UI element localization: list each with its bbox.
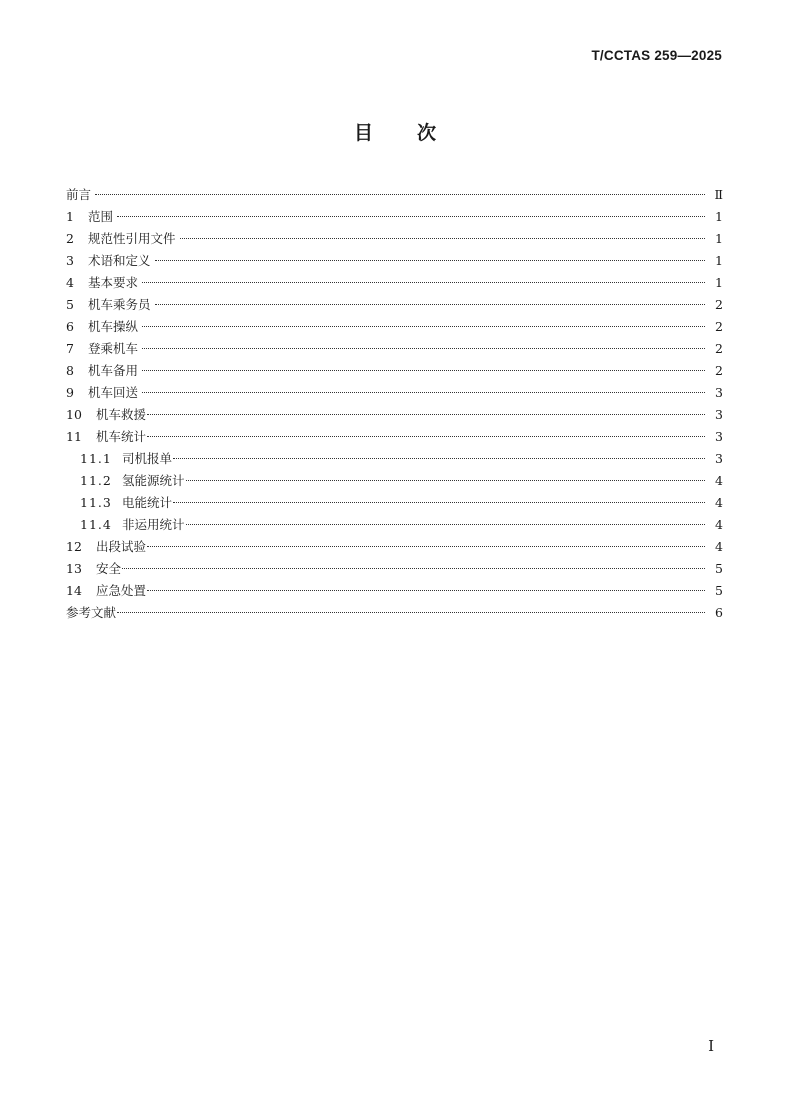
toc-number: 11.4: [80, 517, 112, 532]
dot-leader: [180, 238, 705, 239]
toc-number: 5: [66, 297, 74, 312]
dot-leader: [186, 480, 705, 481]
toc-number: 2: [66, 231, 74, 246]
page-title: [0, 118, 790, 145]
toc-entry-foreword[interactable]: [66, 184, 723, 206]
toc-page: 3: [715, 385, 723, 400]
toc-page: 1: [715, 231, 723, 246]
dot-leader: [142, 370, 705, 371]
standard-code: T/CCTAS 259—2025: [591, 48, 722, 63]
toc-page: 4: [715, 517, 723, 532]
toc-entry[interactable]: [66, 404, 723, 426]
toc-label: 司机报单: [122, 451, 173, 466]
dot-leader: [142, 348, 705, 349]
toc-entry[interactable]: [66, 250, 723, 272]
toc-subentry[interactable]: [66, 514, 723, 536]
toc-label: 机车乘务员: [88, 297, 151, 312]
dot-leader: [117, 612, 705, 613]
toc-page: 4: [715, 539, 723, 554]
toc-entry[interactable]: [66, 382, 723, 404]
toc-subentry[interactable]: [66, 470, 723, 492]
toc-label: 非运用统计: [122, 517, 185, 532]
toc-number: 11.3: [80, 495, 112, 510]
title-char-2: 次: [417, 122, 437, 144]
toc-subentry[interactable]: [66, 492, 723, 514]
toc-number: 8: [66, 363, 74, 378]
toc-entry[interactable]: [66, 228, 723, 250]
toc-entry-references[interactable]: [66, 602, 723, 624]
toc-label: 基本要求: [88, 275, 139, 290]
toc-entry[interactable]: [66, 360, 723, 382]
toc-label: 前言: [66, 187, 92, 202]
dot-leader: [155, 304, 705, 305]
dot-leader: [147, 436, 705, 437]
toc-entry[interactable]: [66, 272, 723, 294]
dot-leader: [155, 260, 705, 261]
toc-page: 3: [715, 407, 723, 422]
dot-leader: [147, 590, 705, 591]
toc-page: 5: [715, 583, 723, 598]
toc-number: 3: [66, 253, 74, 268]
toc-page: 2: [715, 319, 723, 334]
toc-number: 11.1: [80, 451, 112, 466]
toc-page: 2: [715, 297, 723, 312]
toc-number: 6: [66, 319, 74, 334]
toc-label: 应急处置: [96, 583, 147, 598]
dot-leader: [142, 326, 705, 327]
toc-label: 氢能源统计: [122, 473, 185, 488]
toc-number: 10: [66, 407, 82, 422]
dot-leader: [186, 524, 705, 525]
toc-page: 1: [715, 209, 723, 224]
toc-number: 11: [66, 429, 82, 444]
toc-number: 7: [66, 341, 74, 356]
toc-page: 3: [715, 451, 723, 466]
dot-leader: [142, 392, 705, 393]
toc-label: 规范性引用文件: [88, 231, 176, 246]
title-char-1: 目: [353, 122, 373, 144]
dot-leader: [142, 282, 705, 283]
toc-number: 4: [66, 275, 74, 290]
toc-page: 5: [715, 561, 723, 576]
toc-page: 4: [715, 473, 723, 488]
toc-label: 机车救援: [96, 407, 147, 422]
toc-entry[interactable]: [66, 338, 723, 360]
toc-number: 1: [66, 209, 74, 224]
toc-entry[interactable]: [66, 294, 723, 316]
toc-number: 12: [66, 539, 82, 554]
toc-label: 术语和定义: [88, 253, 151, 268]
toc-number: 14: [66, 583, 82, 598]
toc-page: Ⅱ: [714, 187, 723, 202]
toc-label: 机车备用: [88, 363, 139, 378]
dot-leader: [117, 216, 705, 217]
toc-entry[interactable]: [66, 558, 723, 580]
toc-label: 登乘机车: [88, 341, 139, 356]
toc-page: 2: [715, 363, 723, 378]
toc-label: 出段试验: [96, 539, 147, 554]
toc-label: 机车操纵: [88, 319, 139, 334]
toc-label: 电能统计: [122, 495, 173, 510]
dot-leader: [95, 194, 705, 195]
toc-entry[interactable]: [66, 316, 723, 338]
toc-number: 9: [66, 385, 74, 400]
toc-label: 机车回送: [88, 385, 139, 400]
toc-subentry[interactable]: [66, 448, 723, 470]
toc-entry[interactable]: [66, 426, 723, 448]
toc-page: 3: [715, 429, 723, 444]
dot-leader: [122, 568, 705, 569]
toc-page: 1: [715, 253, 723, 268]
toc-label: 安全: [96, 561, 122, 576]
toc-label: 参考文献: [66, 605, 117, 620]
dot-leader: [147, 414, 705, 415]
toc-number: 13: [66, 561, 82, 576]
toc-entry[interactable]: [66, 536, 723, 558]
toc-label: 范围: [88, 209, 114, 224]
toc-entry[interactable]: [66, 206, 723, 228]
dot-leader: [147, 546, 705, 547]
dot-leader: [173, 502, 705, 503]
toc-page: 4: [715, 495, 723, 510]
table-of-contents: [66, 184, 723, 624]
toc-page: 1: [715, 275, 723, 290]
toc-entry[interactable]: [66, 580, 723, 602]
toc-page: 6: [715, 605, 723, 620]
dot-leader: [173, 458, 705, 459]
toc-number: 11.2: [80, 473, 112, 488]
toc-label: 机车统计: [96, 429, 147, 444]
page-number: I: [708, 1037, 714, 1055]
toc-page: 2: [715, 341, 723, 356]
